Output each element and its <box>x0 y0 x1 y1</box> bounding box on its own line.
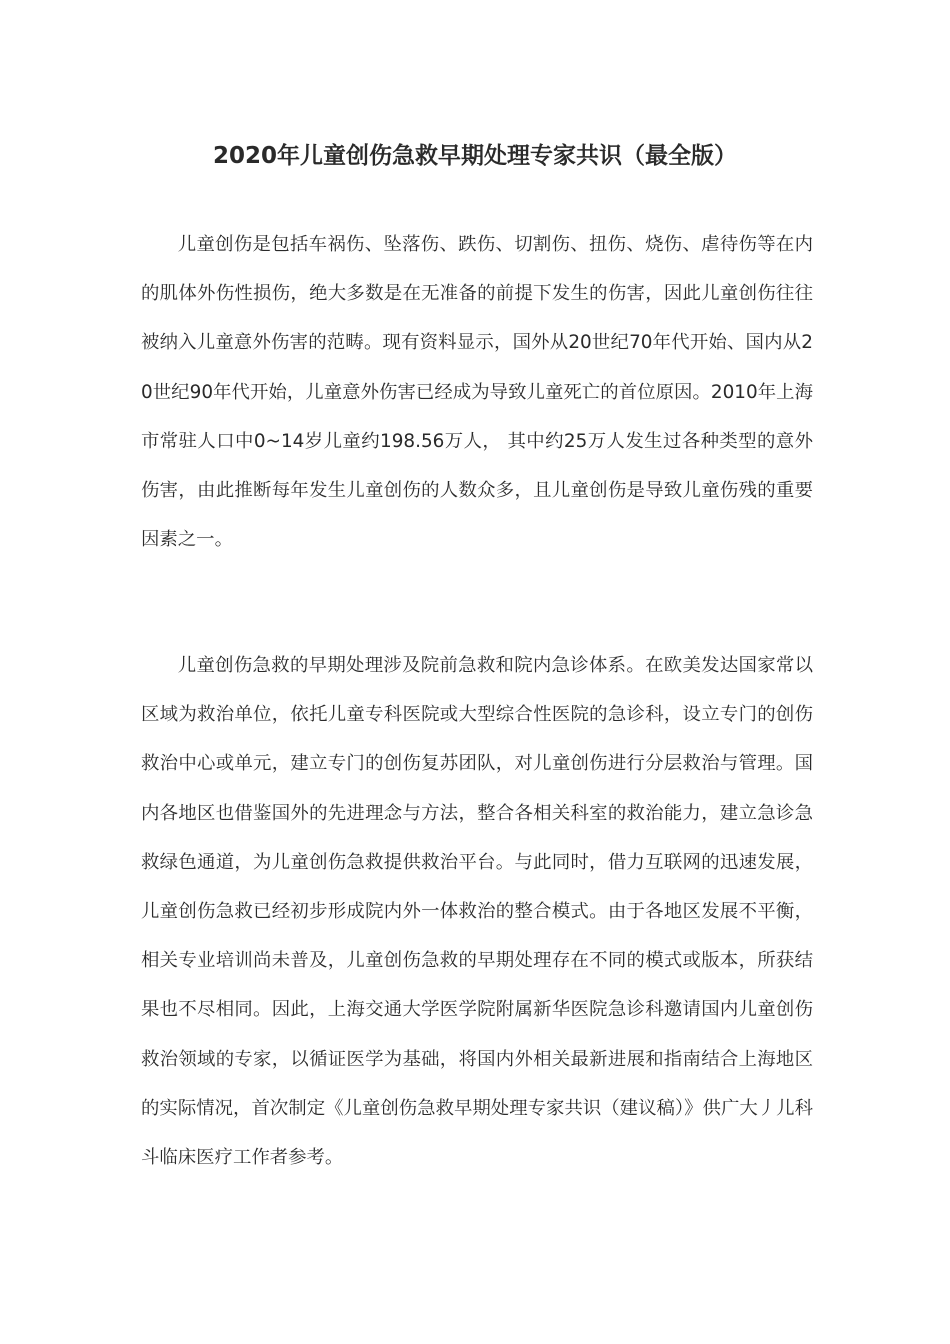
paragraph-2: 儿童创伤急救的早期处理涉及院前急救和院内急诊体系。在欧美发达国家常以区域为救治单位，依托儿童专科医院或大型综合性医院的急诊科，设立专门的创伤救治中心或单元，建立专门的创伤复苏团队，对儿童创伤进行分层救治与管理。国内各地区也借鉴国外的先进理念与方法，整合各相关科室的救治能力，建立急诊急救绿色通道，为儿童创伤急救提供救治平台。与此同时，借力互联网的迅速发展，儿童创伤急救已经初步形成院内外一体救治的整合模式。由于各地区发展不平衡，相关专业培训尚未普及，儿童创伤急救的早期处理存在不同的模式或版本，所获结果也不尽相同。因此，上海交通大学医学院附属新华医院急诊科邀请国内儿童创伤救治领域的专家，以循证医学为基础，将国内外相关最新进展和指南结合上海地区的实际情况，首次制定《儿童创伤急救早期处理专家共识（建议稿）》供广大丿儿科斗临床医疗工作者参考。 <box>141 655 813 1169</box>
paragraph-1: 儿童创伤是包括车祸伤、坠落伤、跌伤、切割伤、扭伤、烧伤、虐待伤等在内的肌体外伤性损伤，绝大多数是在无准备的前提下发生的伤害，因此儿童创伤往往被纳入儿童意外伤害的范畴。现有资料显示，国外从20世纪70年代开始、国内从20世纪90年代开始，儿童意外伤害已经成为导致儿童死亡的首位原因。2010年上海市常驻人口中0~14岁儿童约198.56万人， 其中约25万人发生过各种类型的意外伤害，由此推断每年发生儿童创伤的人数众多，且儿童创伤是导致儿童伤残的重要因素之一。 <box>141 234 813 551</box>
document-title: 2020年儿童创伤急救早期处理专家共识（最全版） <box>212 143 737 169</box>
